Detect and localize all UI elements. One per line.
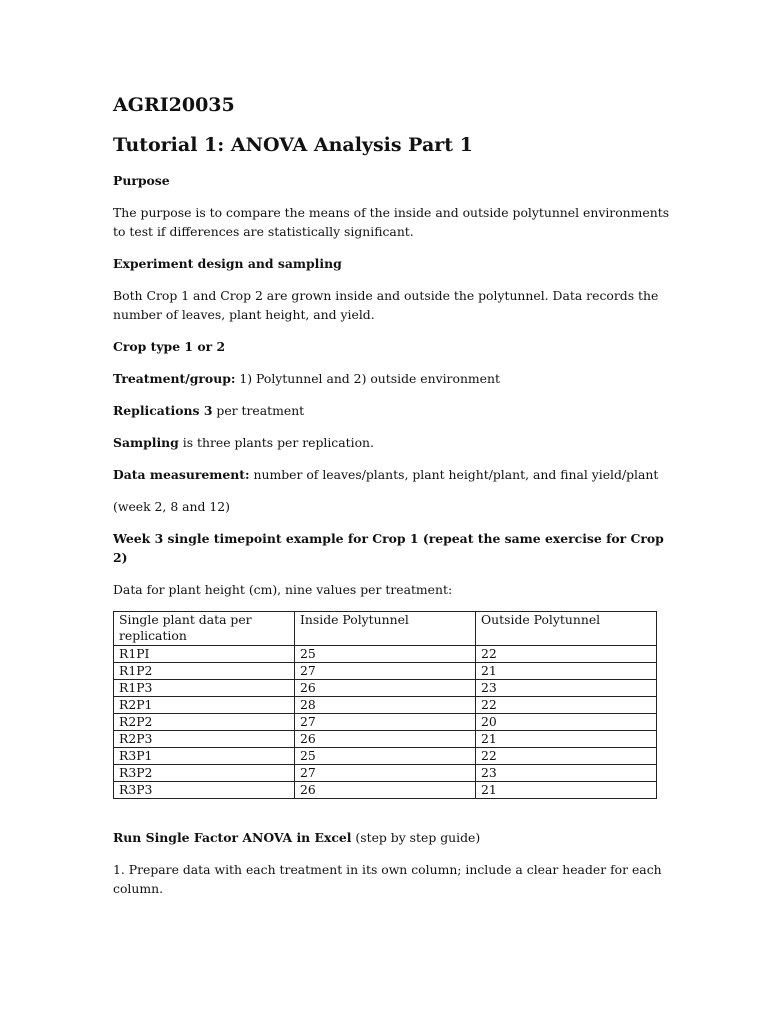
table-cell: 22 <box>476 697 657 714</box>
table-cell: 28 <box>295 697 476 714</box>
table-cell: R3P1 <box>114 748 295 765</box>
design-text: Both Crop 1 and Crop 2 are grown inside and outside the polytunnel. Data records the number of leaves, plant height, and yield. <box>113 288 659 322</box>
table-header-cell: Single plant data per replication <box>114 612 295 646</box>
table-cell: 25 <box>295 646 476 663</box>
table-row <box>114 782 657 799</box>
week3-heading: Week 3 single timepoint example for Crop 1 (repeat the same exercise for Crop 2) <box>113 531 664 565</box>
sampling-text: is three plants per replication. <box>178 435 374 450</box>
purpose-heading: Purpose <box>113 173 170 188</box>
anova-line <box>113 828 673 847</box>
table-row <box>114 731 657 748</box>
treatment-text: 1) Polytunnel and 2) outside environment <box>235 371 500 386</box>
plant-height-table <box>113 611 657 799</box>
table-cell: 25 <box>295 748 476 765</box>
document-page <box>113 92 673 898</box>
table-cell: 20 <box>476 714 657 731</box>
table-cell: 21 <box>476 731 657 748</box>
table-row <box>114 697 657 714</box>
page-title: Tutorial 1: ANOVA Analysis Part 1 <box>113 134 473 156</box>
table-cell: R1P2 <box>114 663 295 680</box>
table-cell: 21 <box>476 663 657 680</box>
purpose-text: The purpose is to compare the means of the inside and outside polytunnel environments to test if differences are statistically significant. <box>113 205 670 239</box>
replications-line <box>113 401 673 420</box>
sampling-line <box>113 433 673 452</box>
table-cell: R1P3 <box>114 680 295 697</box>
table-header-cell: Inside Polytunnel <box>295 612 476 646</box>
table-row <box>114 663 657 680</box>
table-row <box>114 748 657 765</box>
table-cell: R2P3 <box>114 731 295 748</box>
anova-heading: Run Single Factor ANOVA in Excel <box>113 830 352 845</box>
replications-text: per treatment <box>212 403 305 418</box>
measurement-line <box>113 465 673 484</box>
sampling-label: Sampling <box>113 435 179 450</box>
table-cell: 26 <box>295 680 476 697</box>
table-cell: 23 <box>476 765 657 782</box>
table-row <box>114 646 657 663</box>
table-cell: R3P2 <box>114 765 295 782</box>
weeks-text: (week 2, 8 and 12) <box>113 499 230 514</box>
table-row <box>114 714 657 731</box>
table-cell: R2P2 <box>114 714 295 731</box>
table-intro: Data for plant height (cm), nine values per treatment: <box>113 582 453 597</box>
treatment-line <box>113 369 673 388</box>
table-cell: 21 <box>476 782 657 799</box>
table-cell: 27 <box>295 765 476 782</box>
design-heading: Experiment design and sampling <box>113 256 342 271</box>
table-cell: 27 <box>295 663 476 680</box>
table-cell: R3P3 <box>114 782 295 799</box>
table-cell: 26 <box>295 782 476 799</box>
table-cell: 23 <box>476 680 657 697</box>
table-cell: 27 <box>295 714 476 731</box>
anova-heading-suffix: (step by step guide) <box>351 830 481 845</box>
replications-label: Replications 3 <box>113 403 213 418</box>
step-1-text: 1. Prepare data with each treatment in its own column; include a clear header for each column. <box>113 862 662 896</box>
table-cell: 26 <box>295 731 476 748</box>
table-row <box>114 765 657 782</box>
measurement-text: number of leaves/plants, plant height/plant, and final yield/plant <box>249 467 659 482</box>
crop-type: Crop type 1 or 2 <box>113 339 226 354</box>
table-cell: 22 <box>476 646 657 663</box>
table-header-cell: Outside Polytunnel <box>476 612 657 646</box>
table-cell: R1PI <box>114 646 295 663</box>
table-header-row <box>114 612 657 646</box>
table-cell: 22 <box>476 748 657 765</box>
measurement-label: Data measurement: <box>113 467 250 482</box>
table-cell: R2P1 <box>114 697 295 714</box>
table-row <box>114 680 657 697</box>
treatment-label: Treatment/group: <box>113 371 236 386</box>
course-code: AGRI20035 <box>113 94 235 116</box>
